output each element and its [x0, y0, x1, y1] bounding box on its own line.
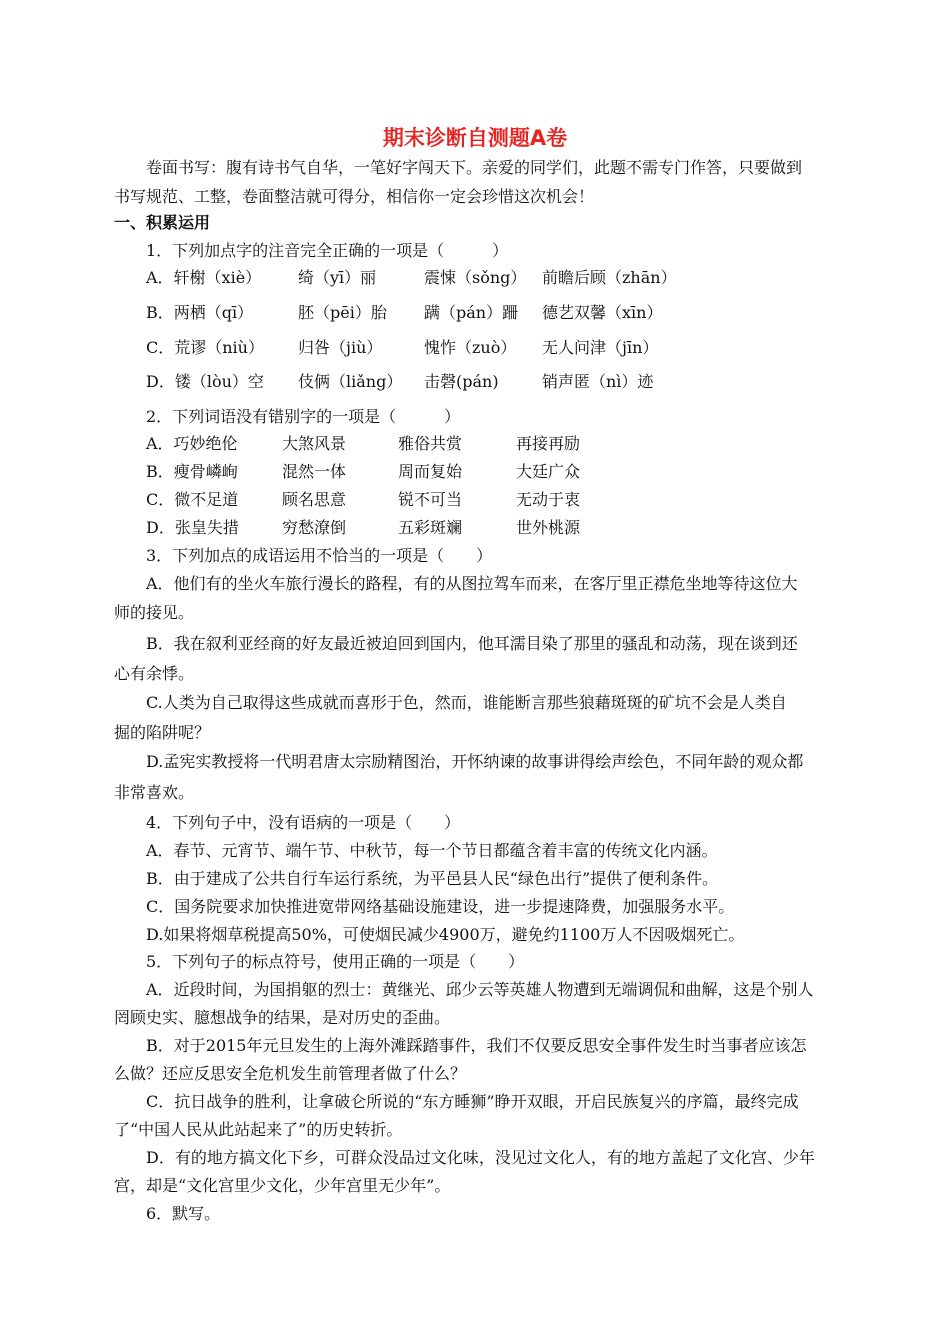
q2-b-word-4: 大廷广众 — [516, 462, 581, 481]
q5-stem: 5．下列句子的标点符号，使用正确的一项是（ ） — [146, 952, 525, 971]
q2-d-word-2: 穷愁潦倒 — [282, 518, 347, 537]
q1-a-word-3: 震悚（sǒng） — [424, 268, 527, 287]
q3-option-c-line-2: 掘的陷阱呢？ — [114, 723, 211, 742]
q2-d-word-4: 世外桃源 — [516, 518, 581, 537]
q2-c-word-4: 无动于衷 — [516, 490, 581, 509]
q3-option-d-line-2: 非常喜欢。 — [114, 783, 195, 802]
q5-option-d-line-1: D．有的地方搞文化下乡，可群众没品过文化味，没见过文化人，有的地方盖起了文化宫、少年 — [146, 1148, 815, 1167]
q3-option-d-line-1: D.孟宪实教授将一代明君唐太宗励精图治，开怀纳谏的故事讲得绘声绘色，不同年龄的观众都 — [146, 752, 804, 771]
q1-b-word-1: B．两栖（qī） — [146, 303, 254, 322]
q3-option-a-line-2: 师的接见。 — [114, 603, 195, 622]
q1-d-word-4: 销声匿（nì）迹 — [542, 372, 654, 391]
q2-a-word-3: 雅俗共赏 — [398, 434, 463, 453]
q2-a-word-1: A．巧妙绝伦 — [146, 434, 238, 453]
q2-d-word-3: 五彩斑斓 — [398, 518, 463, 537]
q4-option-d: D.如果将烟草税提高50%，可使烟民减少4900万，避免约1100万人不因吸烟死亡。 — [146, 925, 745, 944]
q1-stem: 1．下列加点字的注音完全正确的一项是（ ） — [146, 241, 509, 260]
q1-b-word-2: 胚（pēi）胎 — [298, 303, 387, 322]
q5-option-b-line-2: 么做？还应反思安全危机发生前管理者做了什么？ — [114, 1064, 467, 1083]
q4-option-b: B．由于建成了公共自行车运行系统，为平邑县人民“绿色出行”提供了便利条件。 — [146, 869, 719, 888]
q1-d-word-2: 伎俩（liǎng） — [298, 372, 403, 391]
q2-c-word-2: 顾名思意 — [282, 490, 347, 509]
q4-option-c: C．国务院要求加快推进宽带网络基础设施建设，进一步提速降费，加强服务水平。 — [146, 897, 735, 916]
q1-c-word-1: C．荒谬（niù） — [146, 338, 264, 357]
q4-option-a: A．春节、元宵节、端午节、中秋节，每一个节日都蕴含着丰富的传统文化内涵。 — [146, 841, 718, 860]
q2-stem: 2．下列词语没有错别字的一项是（ ） — [146, 407, 461, 426]
q3-option-b-line-1: B．我在叙利亚经商的好友最近被迫回到国内，他耳濡目染了那里的骚乱和动荡，现在谈到还 — [146, 634, 798, 653]
section-heading: 一、积累运用 — [114, 213, 211, 232]
q1-b-word-4: 德艺双馨（xīn） — [542, 303, 663, 322]
q1-d-word-1: D．镂（lòu）空 — [146, 372, 264, 391]
q1-a-word-1: A．轩榭（xiè） — [146, 268, 262, 287]
q4-stem: 4．下列句子中，没有语病的一项是（ ） — [146, 813, 461, 832]
q2-a-word-4: 再接再励 — [516, 434, 581, 453]
page-title: 期末诊断自测题A卷 — [382, 126, 568, 150]
q5-option-b-line-1: B．对于2015年元旦发生的上海外滩踩踏事件，我们不仅要反思安全事件发生时当事者应该怎 — [146, 1036, 807, 1055]
q6-stem: 6．默写。 — [146, 1204, 221, 1223]
q2-a-word-2: 大煞风景 — [282, 434, 347, 453]
q5-option-c-line-1: C．抗日战争的胜利，让拿破仑所说的“东方睡狮”睁开双眼，开启民族复兴的序篇，最终完成 — [146, 1092, 799, 1111]
q2-c-word-3: 锐不可当 — [398, 490, 463, 509]
q1-d-word-3: 击磬(pán) — [424, 372, 499, 391]
q3-option-b-line-2: 心有余悸。 — [114, 664, 195, 683]
q1-c-word-3: 愧怍（zuò） — [424, 338, 517, 357]
q5-option-c-line-2: 了“中国人民从此站起来了”的历史转折。 — [114, 1120, 403, 1139]
q3-option-c-line-1: C.人类为自己取得这些成就而喜形于色，然而，谁能断言那些狼藉斑斑的矿坑不会是人类自 — [146, 693, 787, 712]
q2-b-word-1: B．瘦骨嶙峋 — [146, 462, 238, 481]
q2-b-word-3: 周而复始 — [398, 462, 463, 481]
q3-option-a-line-1: A．他们有的坐火车旅行漫长的路程，有的从图拉驾车而来，在客厅里正襟危坐地等待这位大 — [146, 574, 798, 593]
intro-line-1: 卷面书写：腹有诗书气自华，一笔好字闯天下。亲爱的同学们，此题不需专门作答，只要做到 — [146, 158, 803, 177]
q1-a-word-2: 绮（yī）丽 — [298, 268, 377, 287]
q2-c-word-1: C．微不足道 — [146, 490, 239, 509]
q1-c-word-4: 无人问津（jīn） — [542, 338, 659, 357]
q3-stem: 3．下列加点的成语运用不恰当的一项是（ ） — [146, 546, 493, 565]
q1-a-word-4: 前瞻后顾（zhān） — [542, 268, 677, 287]
q2-d-word-1: D．张皇失措 — [146, 518, 239, 537]
q1-c-word-2: 归咎（jiù） — [298, 338, 383, 357]
q1-b-word-3: 蹒（pán）跚 — [424, 303, 519, 322]
q5-option-d-line-2: 宫，却是“文化宫里少文化，少年宫里无少年”。 — [114, 1176, 451, 1195]
q5-option-a-line-2: 罔顾史实、臆想战争的结果，是对历史的歪曲。 — [114, 1008, 451, 1027]
q5-option-a-line-1: A．近段时间，为国捐躯的烈士：黄继光、邱少云等英雄人物遭到无端调侃和曲解，这是个别人 — [146, 980, 814, 999]
intro-line-2: 书写规范、工整，卷面整洁就可得分，相信你一定会珍惜这次机会！ — [114, 187, 595, 206]
q2-b-word-2: 混然一体 — [282, 462, 347, 481]
